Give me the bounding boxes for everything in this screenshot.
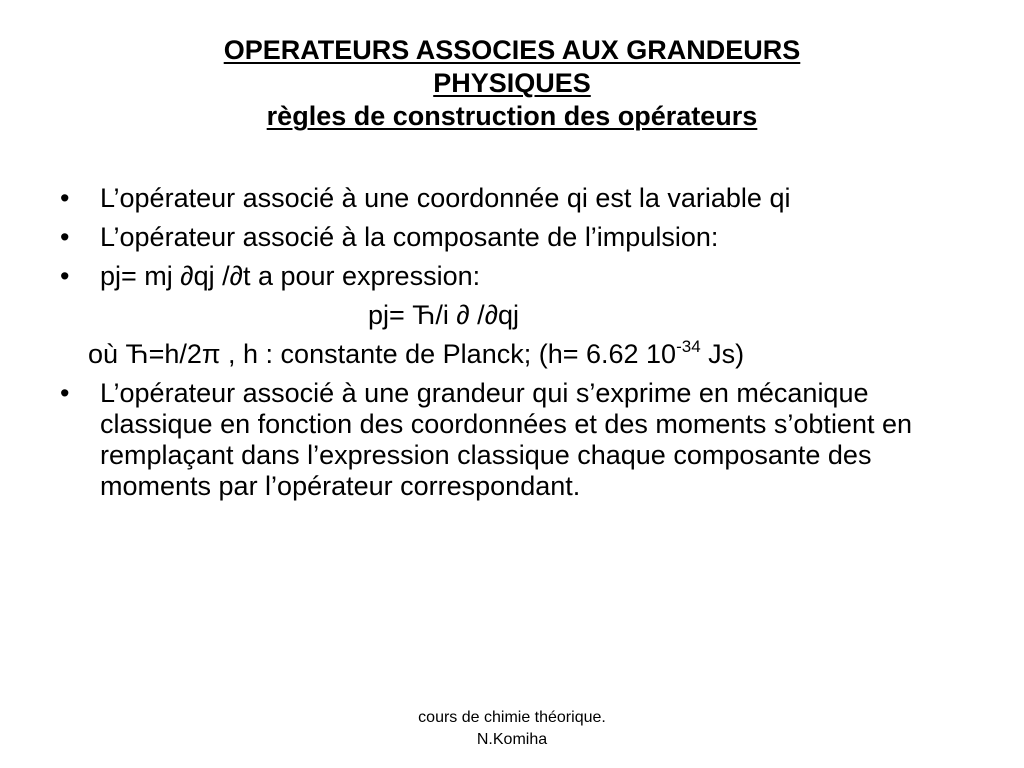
- slide-title: [60, 34, 964, 133]
- bullet-item: [58, 183, 958, 214]
- bullet-dot: •: [60, 261, 70, 291]
- momentum-operator-formula: pj= Ћ/i ∂ /∂qj: [368, 300, 520, 330]
- bullet-text: L’opérateur associé à une coordonnée qi est la variable qi: [100, 183, 791, 213]
- note-end: Js): [700, 339, 745, 369]
- footer-line-1: cours de chimie théorique.: [418, 709, 606, 726]
- bullet-text: L’opérateur associé à une grandeur qui s’exprime en mécanique classique en fonction des coordonnées et des moments s’obtient en remplaçant dans l’expression classique chaque composante des moments par l’opérateur correspondant.: [100, 378, 913, 501]
- footer-line-2: N.Komiha: [476, 731, 548, 748]
- note-main: où Ћ=h/2π , h : constante de Planck; (h= 6.62 10: [88, 339, 677, 369]
- bullet-dot: •: [60, 378, 70, 408]
- bullet-dot: •: [60, 222, 70, 252]
- note-exponent: -34: [676, 337, 701, 356]
- bullet-text: L’opérateur associé à la composante de l’impulsion:: [100, 222, 719, 252]
- title-line-1: OPERATEURS ASSOCIES AUX GRANDEURS: [223, 35, 801, 65]
- bullet-item: [58, 261, 958, 292]
- planck-constant-note: [58, 339, 958, 370]
- bullet-dot: •: [60, 183, 70, 213]
- title-line-2: PHYSIQUES: [433, 68, 591, 98]
- title-line-3: règles de construction des opérateurs: [266, 101, 758, 131]
- bullet-text: pj= mj ∂qj /∂t a pour expression:: [100, 261, 481, 291]
- bullet-item: [58, 378, 958, 502]
- footer: [362, 707, 662, 751]
- bullet-item: [58, 222, 958, 253]
- slide-body: [58, 183, 958, 510]
